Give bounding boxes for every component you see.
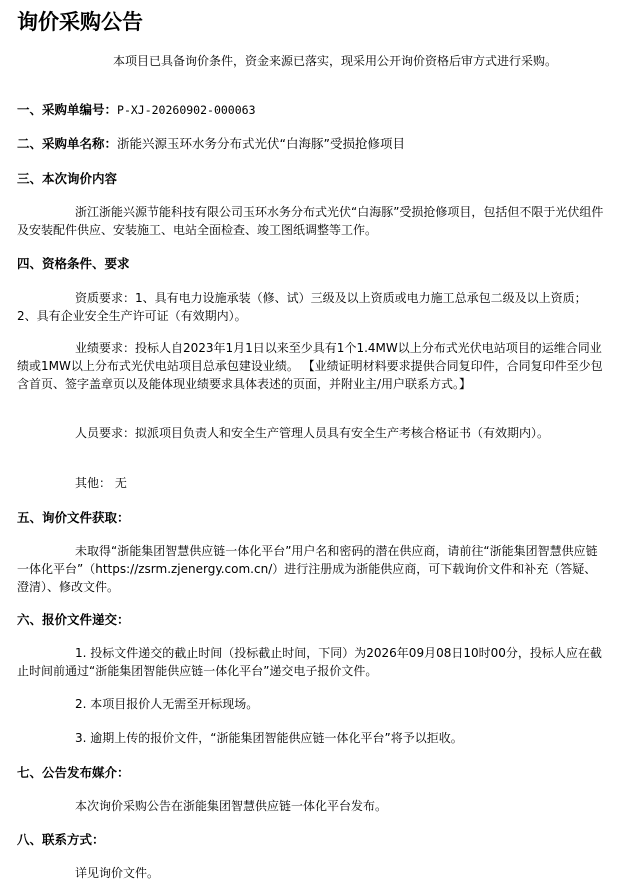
section-contact-heading: 八、联系方式： — [17, 832, 105, 847]
section-document-acquisition-heading: 五、询价文件获取： — [17, 510, 130, 525]
section-procurement-number — [17, 101, 256, 119]
section-procurement-name — [17, 135, 405, 153]
section-submission-heading: 六、报价文件递交： — [17, 612, 130, 627]
performance-paragraph: 业绩要求：投标人自2023年1月1日以来至少具有1个1.4MW以上分布式光伏电站项目的运维合同业绩或1MW以上分布式光伏电站项目总承包建设业绩。 【业绩证明材料要求提供合同复印件，合同复印件至少包含首页、签字盖章页以及能体现业绩要求具体表述的页面，并附业主/用户联系方式。】 — [17, 341, 603, 391]
submission-item-1: 1. 投标文件递交的截止时间（投标截止时间，下同）为2026年09月08日10时00分，投标人应在截止时间前通过“浙能集团智能供应链一体化平台”递交电子报价文件。 — [17, 646, 602, 678]
other-paragraph: 其他： 无 — [75, 476, 127, 490]
section-heading: 二、采购单名称： — [17, 136, 118, 151]
section-heading: 一、采购单编号： — [17, 102, 118, 117]
intro-paragraph: 本项目已具备询价条件，资金来源已落实，现采用公开询价资格后审方式进行采购。 — [113, 54, 558, 68]
section-inquiry-content-heading: 三、本次询价内容 — [17, 171, 118, 186]
qualification-paragraph: 资质要求：1、具有电力设施承装（修、试）三级及以上资质或电力施工总承包二级及以上资质； 2、具有企业安全生产许可证（有效期内）。 — [17, 291, 587, 323]
procurement-name-value: 浙能兴源玉环水务分布式光伏“白海豚”受损抢修项目 — [117, 136, 405, 151]
contact-paragraph: 详见询价文件。 — [75, 866, 160, 880]
submission-item-2: 2. 本项目报价人无需至开标现场。 — [75, 697, 259, 711]
publication-paragraph: 本次询价采购公告在浙能集团智慧供应链一体化平台发布。 — [75, 799, 388, 813]
document-acquisition-paragraph: 未取得“浙能集团智慧供应链一体化平台”用户名和密码的潜在供应商，请前往“浙能集团智慧供应链一体化平台”（https://zsrm.zjenergy.com.cn/）进行注册成为浙能供应商，可下载询价文件和补充（答疑、澄清）、修改文件。 — [17, 544, 598, 594]
section-qualification-heading: 四、资格条件、要求 — [17, 256, 130, 271]
procurement-number-value: P-XJ-20260902-000063 — [117, 103, 256, 117]
section-publication-heading: 七、公告发布媒介： — [17, 765, 130, 780]
page-title: 询价采购公告 — [17, 10, 143, 34]
personnel-paragraph: 人员要求：拟派项目负责人和安全生产管理人员具有安全生产考核合格证书（有效期内）。 — [75, 426, 550, 440]
submission-item-3: 3. 逾期上传的报价文件，“浙能集团智能供应链一体化平台”将予以拒收。 — [75, 731, 463, 745]
inquiry-content-paragraph: 浙江浙能兴源节能科技有限公司玉环水务分布式光伏“白海豚”受损抢修项目，包括但不限于光伏组件及安装配件供应、安装施工、电站全面检查、竣工图纸调整等工作。 — [17, 205, 604, 237]
